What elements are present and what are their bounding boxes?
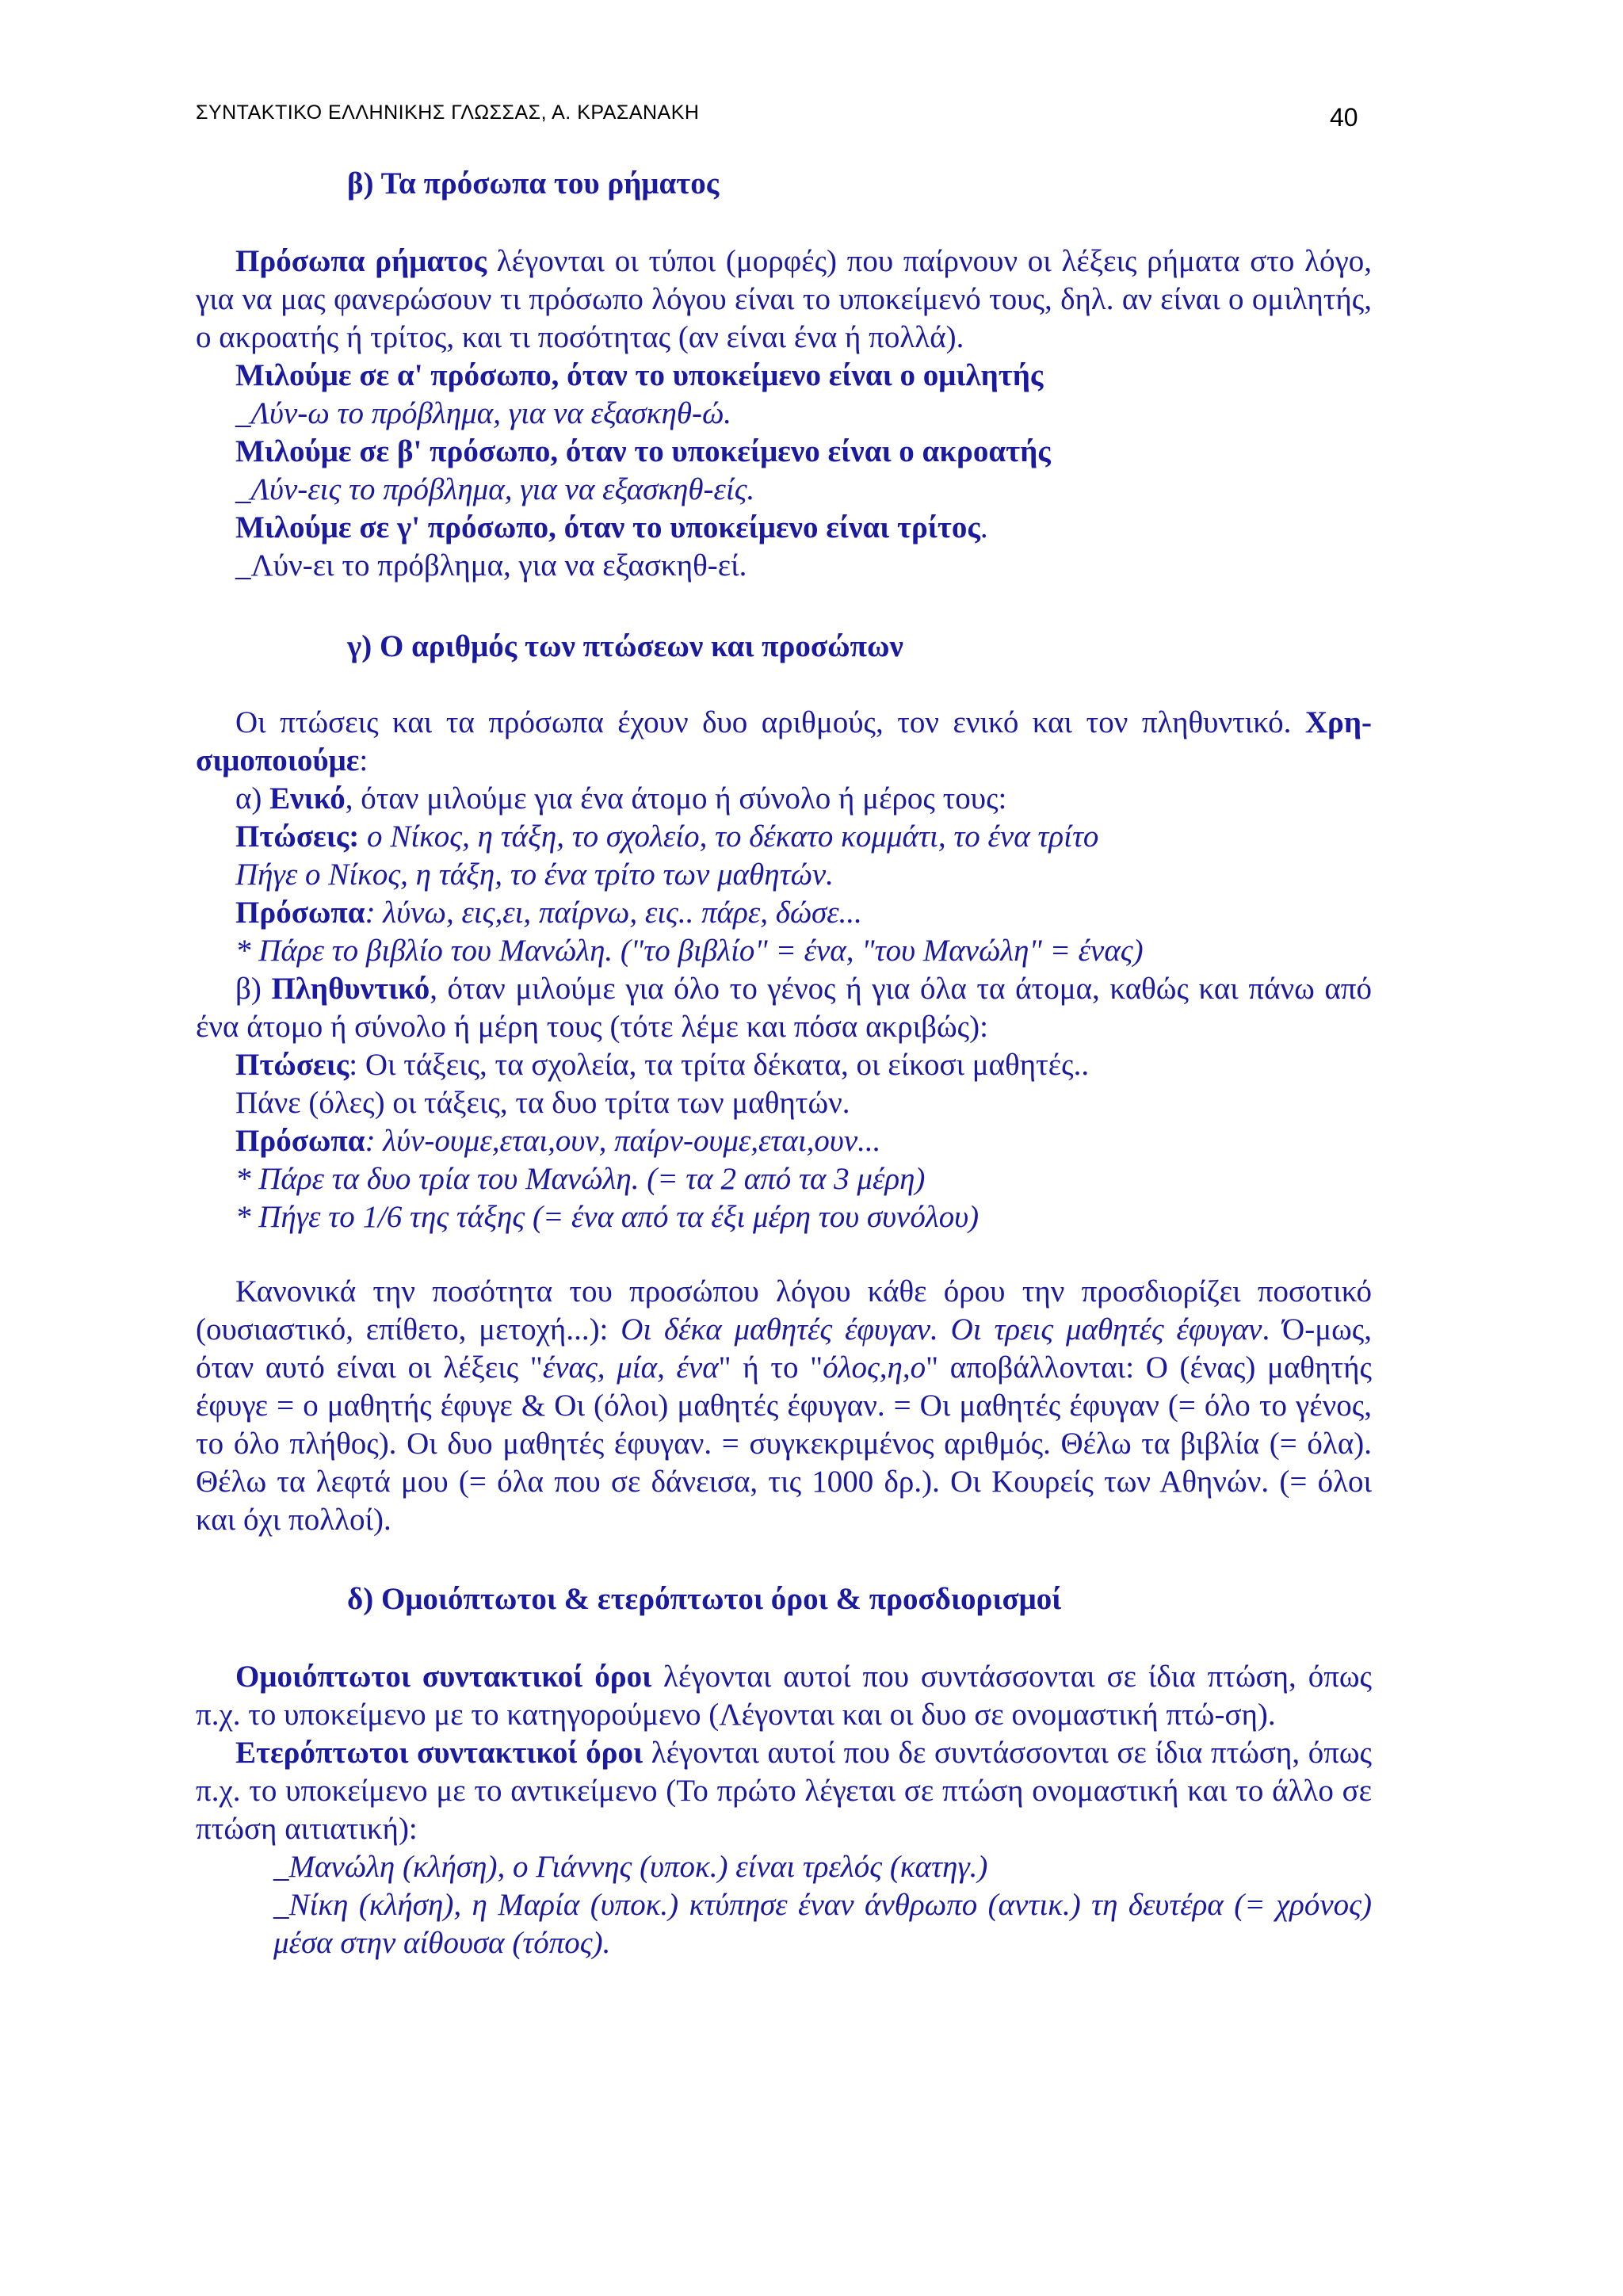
term-bold: Ετερόπτωτοι συντακτικοί όροι [235,1736,643,1770]
list-marker: β) [235,972,272,1006]
example-text: _Μανώλη (κλήση), ο Γιάννης (υποκ.) είναι τρελός (κατηγ.) [273,1850,988,1884]
example-text: : λύν-ουμε,εται,ουν, παίρν-ουμε,εται,ουν... [365,1124,881,1158]
section-d-body [196,1658,1372,1962]
list-marker: α) [235,781,270,816]
section-c-heading: γ) Ο αριθμός των πτώσεων και προσώπων [347,629,903,663]
rule-text: Μιλούμε σε γ' πρόσωπο, όταν το υποκείμενο είναι τρίτος [235,510,980,544]
term-bold: Ομοιόπτωτοι συντακτικοί όροι [235,1660,652,1694]
example-text: * Πάρε το βιβλίο του Μανώλη. ("το βιβλίο" = ένα, "του Μανώλη" = ένας) [235,934,1144,968]
rule-text: Μιλούμε σε β' πρόσωπο, όταν το υποκείμενο είναι ο ακροατής [235,434,1051,468]
example-text: _Λύν-ω το πρόβλημα, για να εξασκηθ-ώ. [235,396,731,430]
label-bold: Πτώσεις: [235,819,360,854]
example-text: όλος,η,ο [823,1350,926,1385]
example-line [196,547,1372,585]
section-c-body [196,704,1372,1236]
note-line [196,1198,1372,1236]
paragraph [196,1273,1372,1539]
punctuation: : [359,743,369,777]
example-text: * Πάρε τα δυο τρία του Μανώλη. (= τα 2 από τα 3 μέρη) [235,1162,926,1196]
paragraph-text: Οι πτώσεις και τα πρόσωπα έχουν δυο αριθμούς, τον ενικό και τον πληθυντικό. [235,705,1305,739]
paragraph-text: " ή το " [718,1350,823,1385]
example-line [196,1084,1372,1122]
paragraph-text: λέγονται οι τύποι (μορφές) που παίρνουν οι λέξεις ρήματα στο λόγο, για να μας φανερώσουν τι πρόσωπο λόγου είναι το υποκείμενό τους, δηλ. αν είναι ο ομιλητής, ο ακροατής ή τρίτος, και τι ποσότητας (αν είναι ένα ή πολλά). [196,244,1372,354]
rule-line [196,433,1372,471]
running-header: ΣΥΝΤΑΚΤΙΚΟ ΕΛΛΗΝΙΚΗΣ ΓΛΩΣΣΑΣ, Α. ΚΡΑΣΑΝΑΚΗ [196,101,700,124]
label-bold: Πρόσωπα [235,1124,365,1158]
example-text: ένας, μία, ένα [542,1350,719,1385]
term-bold: Ενικό [269,781,346,816]
persons-line [196,1122,1372,1160]
paragraph-text: : Οι τάξεις, τα σχολεία, τα τρίτα δέκατα, οι είκοσι μαθητές.. [349,1048,1090,1082]
paragraph-text: , όταν μιλούμε για όλο το γένος ή για όλα τα άτομα, καθώς και πάνω από ένα άτομο ή σύνολο ή μέρη τους (τότε λέμε και πόσα ακριβώς): [196,972,1372,1044]
section-b-body [196,243,1372,585]
rule-line [196,509,1372,547]
example-text: Οι δέκα μαθητές έφυγαν. Οι τρεις μαθητές έφυγαν [621,1312,1262,1347]
example-text: Πήγε ο Νίκος, η τάξη, το ένα τρίτο των μαθητών. [235,858,834,892]
term-bold: Πληθυντικό [271,972,430,1006]
section-b-heading: β) Τα πρόσωπα του ρήματος [347,166,720,201]
paragraph-text: . Ό-μως, όταν αυτό είναι οι λέξεις " [196,1312,1372,1385]
example-text: ο Νίκος, η τάξη, το σχολείο, το δέκατο κομμάτι, το ένα τρίτο [359,819,1099,854]
example-line [196,1886,1372,1962]
note-line [196,1160,1372,1198]
section-b-intro [196,243,1372,357]
page-number: 40 [1330,103,1358,132]
term-bold: Πρόσωπα ρήματος [235,244,487,278]
example-text: _Λύν-εις το πρόβλημα, για να εξασκηθ-είς. [235,472,755,506]
note-line [196,932,1372,970]
example-text: : λύνω, εις,ει, παίρνω, εις.. πάρε, δώσε... [365,896,862,930]
rule-line [196,357,1372,395]
label-bold: Πτώσεις [235,1048,349,1082]
paragraph-text: " αποβάλλονται: Ο (ένας) μαθητής έφυγε = ο μαθητής έφυγε & Οι (όλοι) μαθητές έφυγαν. = Οι μαθητές έφυγαν (= όλο το γένος, το όλο πλήθος). Οι δυο μαθητές έφυγαν. = συγκεκριμένος αριθμός. Θέλω τα βιβλία (= όλα). Θέλω τα λεφτά μου (= όλα που σε δάνεισα, τις 1000 δρ.). Οι Κουρείς των Αθηνών. (= όλοι και όχι πολλοί). [196,1350,1372,1537]
term-bold: Χρη-σιμοποιούμε [196,705,1372,777]
paragraph [196,1734,1372,1848]
paragraph [196,1658,1372,1734]
example-text: * Πήγε το 1/6 της τάξης (= ένα από τα έξι μέρη του συνόλου) [235,1200,980,1234]
example-line [196,1848,1372,1886]
paragraph-text: Κανονικά την ποσότητα του προσώπου λόγου κάθε όρου την προσδιορίζει ποσοτικό (ουσιαστικό, επίθετο, μετοχή...): [196,1274,1372,1347]
plural-line [196,970,1372,1046]
example-text: Πάνε (όλες) οι τάξεις, τα δυο τρίτα των μαθητών. [235,1086,850,1120]
section-d-heading: δ) Ομοιόπτωτοι & ετερόπτωτοι όροι & προσδιορισμοί [347,1582,1062,1616]
quantity-paragraph [196,1273,1372,1539]
example-text: _Νίκη (κλήση), η Μαρία (υποκ.) κτύπησε έναν άνθρωπο (αντικ.) τη δευτέρα (= χρόνος) μέσα στην αίθουσα (τόπος). [273,1888,1372,1960]
punctuation: . [980,510,988,544]
persons-line [196,894,1372,932]
cases-line [196,1046,1372,1084]
paragraph-text: λέγονται αυτοί που συντάσσονται σε ίδια πτώση, όπως π.χ. το υποκείμενο με το κατηγορούμενο (Λέγονται και οι δυο σε ονομαστική πτώ-ση). [196,1660,1372,1732]
rule-text: Μιλούμε σε α' πρόσωπο, όταν το υποκείμενο είναι ο ομιλητής [235,358,1044,392]
section-c-intro [196,704,1372,780]
singular-line [196,780,1372,818]
paragraph-text: , όταν μιλούμε για ένα άτομο ή σύνολο ή μέρος τους: [345,781,1007,816]
paragraph-text: λέγονται αυτοί που δε συντάσσονται σε ίδια πτώση, όπως π.χ. το υποκείμενο με το αντικείμενο (Το πρώτο λέγεται σε πτώση ονομαστική και το άλλο σε πτώση αιτιατική): [196,1736,1373,1846]
example-line [196,856,1372,894]
example-line [196,471,1372,509]
example-line [196,395,1372,433]
cases-line [196,818,1372,856]
label-bold: Πρόσωπα [235,896,365,930]
example-text: _Λύν-ει το πρόβλημα, για να εξασκηθ-εί. [235,548,747,583]
